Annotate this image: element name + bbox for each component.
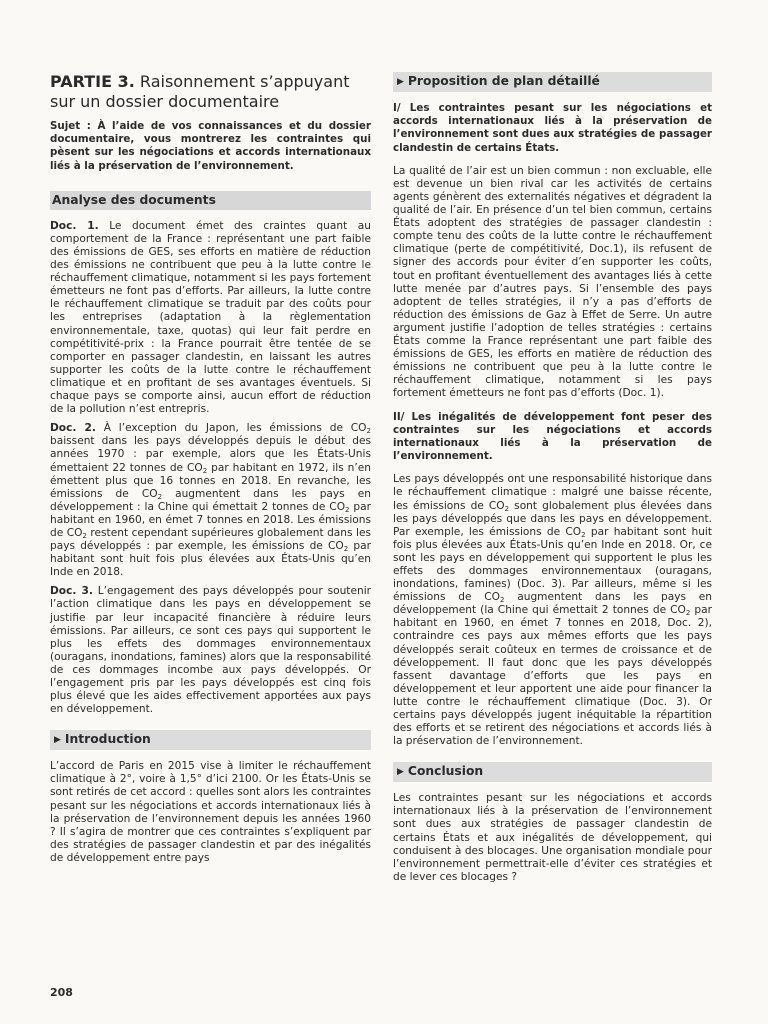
plan-part2-text-segment: par habitant en 1960, en émet 7 tonnes en 2018, Doc. 2), contraindre ces pays aux mêmes efforts que les pays développés serait coûteux en termes de croissance et de développement. Il faut donc que les pays développés fassent davantage d’efforts que les pays en développement et leur apportent une aide pour financer la lutte contre le réchauffement climatique (Doc. 3). Or certains pays développés jugent inéquitable la répartition des efforts et se retirent des négociations et accords liés à la préservation de l’environnement. xyxy=(393,604,712,748)
left-column xyxy=(50,72,371,871)
doc2-text: par habitant en 1960, en émet 7 tonnes en 2018. Les émissions de CO xyxy=(50,500,371,539)
conclusion-heading-text: Conclusion xyxy=(407,764,484,779)
triangle-marker-icon: ▶ xyxy=(397,77,404,87)
part-title xyxy=(50,72,371,112)
plan-part2-text-segment: par habitant sont huit fois plus élevées aux États-Unis qu’en Inde en 2018. Or, ce sont les pays en développement qui supportent le plus les effets des dommages environnementaux (ouragans, inondations, famines) (Doc. 3). Par ailleurs, même si les émissions de CO xyxy=(393,525,713,604)
subscript: 2 xyxy=(685,609,691,618)
doc3-text: L’engagement des pays développés pour soutenir l’action climatique dans les pays en développement se justifie par leur incapacité financière à réduire leurs émissions. Par ailleurs, ce sont ces pays qui supportent le plus les effets des dommages environnementaux (ouragans, inondations, famines) alors que la responsabilité de ces dommages incombe aux pays développés. Or l’engagement pris par les pays développés est cinq fois plus élevé que les aides effectivement apportées aux pays en développement. xyxy=(50,585,371,716)
introduction-heading xyxy=(50,730,371,750)
plan-part2-text-segment: augmentent dans les pays en développement (la Chine qui émettait 2 tonnes de CO xyxy=(393,591,712,617)
introduction-text: L’accord de Paris en 2015 vise à limiter le réchauffement climatique à 2°, voire à 1,5° d’ici 2100. Or les États-Unis se sont retirés de cet accord : quelles sont alors les contraintes pesant sur les négociations et accords internationaux liés à la préservation de l’environnement depuis les années 1960 ? Il s’agira de montrer que ces contraintes s’expliquent par des stratégies de passager clandestin et par des inégalités de développement entre pays xyxy=(50,760,371,864)
subject-statement: Sujet : À l’aide de vos connaissances et du dossier documentaire, vous montrerez les contraintes qui pèsent sur les négociations et accords internationaux liés à la préservation de l’environnement. xyxy=(50,120,371,172)
doc2-text: À l’exception du Japon, les émissions de CO xyxy=(95,422,367,435)
triangle-marker-icon: ▶ xyxy=(397,767,404,778)
part-label: PARTIE 3. xyxy=(50,72,135,91)
part-title-text: Raisonnement s’appuyant sur un dossier documentaire xyxy=(50,72,350,111)
subscript: 2 xyxy=(366,427,371,436)
plan-heading xyxy=(393,72,712,92)
conclusion-heading xyxy=(393,762,712,782)
introduction-heading-text: Introduction xyxy=(64,732,151,747)
subscript: 2 xyxy=(500,596,505,605)
subscript: 2 xyxy=(343,545,349,554)
plan-part2-text xyxy=(393,473,712,748)
doc2-paragraph xyxy=(50,422,371,579)
plan-part2-text-segment: Les pays développés ont une responsabilité historique dans le réchauffement climatique : malgré une baisse récente, les émissions de CO xyxy=(393,473,712,512)
subscript: 2 xyxy=(82,531,87,540)
subscript: 2 xyxy=(581,530,586,539)
triangle-marker-icon: ▶ xyxy=(54,735,61,746)
right-column xyxy=(393,72,712,890)
plan-part1-title: I/ Les contraintes pesant sur les négociations et accords internationaux liés à la préservation de l’environnement sont dues aux stratégies de passager clandestin de certains États. xyxy=(393,102,712,154)
doc3-label: Doc. 3. xyxy=(50,585,93,598)
doc1-label: Doc. 1. xyxy=(50,219,99,232)
doc2-label: Doc. 2. xyxy=(50,422,96,435)
subscript: 2 xyxy=(157,492,163,501)
plan-part2-text-segment: sont globalement plus élevées dans les pays développés que dans les pays en développement. Par exemple, les émissions de CO xyxy=(393,499,712,538)
doc1-paragraph xyxy=(50,220,371,416)
plan-part1-text: La qualité de l’air est un bien commun : non excluable, elle est devenue un bien rival car les activités de certains agents génèrent des externalités négatives et dégradent la qualité de l’air. En présence d’un tel bien commun, certains États adoptent des stratégies de passager clandestin : compte tenu des coûts de la lutte contre le réchauffement climatique (perte de compétitivité, Doc.1), ils refusent de signer des accords pour éviter d’en supporter les coûts, tout en profitant éventuellement des avantages liés à cette lutte menée par d’autres pays. Si l’ensemble des pays adoptent de telles stratégies, il n’y a pas d’efforts de réduction des émissions de Gaz à Effet de Serre. Un autre argument justifie l’adoption de telles stratégies : certains États comme la France représentant une part faible des émissions de GES, les efforts en matière de réduction des émissions ne contribuent que peu à la lutte contre le réchauffement climatique, notamment si les pays fortement émetteurs ne font pas d’efforts (Doc. 1). xyxy=(393,164,712,400)
analyse-heading xyxy=(50,191,371,210)
plan-part2-title: II/ Les inégalités de développement font peser des contraintes sur les négociations et accords internationaux liés à la préservation de l’environnement. xyxy=(393,410,712,463)
subscript: 2 xyxy=(345,505,350,514)
doc2-text: par habitant en 1972, ils n’en émettent plus que 16 tonnes en 2018. En revanche, les émissions de CO xyxy=(50,461,371,500)
conclusion-text: Les contraintes pesant sur les négociations et accords internationaux liés à la préservation de l’environnement sont dues aux stratégies de passager clandestin de certains États et aux inégalités de développement, qui conduisent à des blocages. Une organisation mondiale pour l’environnement permettrait-elle d’éviter ces stratégies et de lever ces blocages ? xyxy=(393,792,712,883)
page-number: 208 xyxy=(50,986,73,999)
doc2-text: baissent dans les pays développés depuis le début des années 1970 : par exemple, alors que les États-Unis émettaient 22 tonnes de CO xyxy=(50,435,371,474)
doc3-paragraph xyxy=(50,585,371,716)
analyse-heading-text: Analyse des documents xyxy=(52,192,216,207)
doc2-text: restent cependant supérieures globalement dans les pays développés : par exemple, les émissions de CO xyxy=(50,526,371,553)
doc1-text: Le document émet des craintes quant au comportement de la France : représentant une part faible des émissions de GES, ses efforts en matière de réduction des émissions ne contribuent que peu à la lutte contre le réchauffement climatique, notamment si les pays fortement émetteurs ne font pas d’efforts. Par ailleurs, la lutte contre le réchauffement climatique se traduit par des coûts pour les entreprises (adaptation à la règlementation environnementale, taxe, quotas) qui leur fait perdre en compétitivité-prix : la France pourrait être tentée de se comporter en passager clandestin, en laissant les autres supporter les coûts de la lutte contre le réchauffement climatique et en profitant de ses avantages éventuels. Si chaque pays se comporte ainsi, aucun effort de réduction de la pollution n’est entrepris. xyxy=(50,219,371,416)
subscript: 2 xyxy=(504,504,510,513)
doc2-text: par habitant sont huit fois plus élevées aux États-Unis qu’en Inde en 2018. xyxy=(50,540,371,579)
plan-heading-text: Proposition de plan détaillé xyxy=(407,74,600,88)
doc2-text: augmentent dans les pays en développement : la Chine qui émettait 2 tonnes de CO xyxy=(50,487,371,513)
subscript: 2 xyxy=(202,466,208,475)
